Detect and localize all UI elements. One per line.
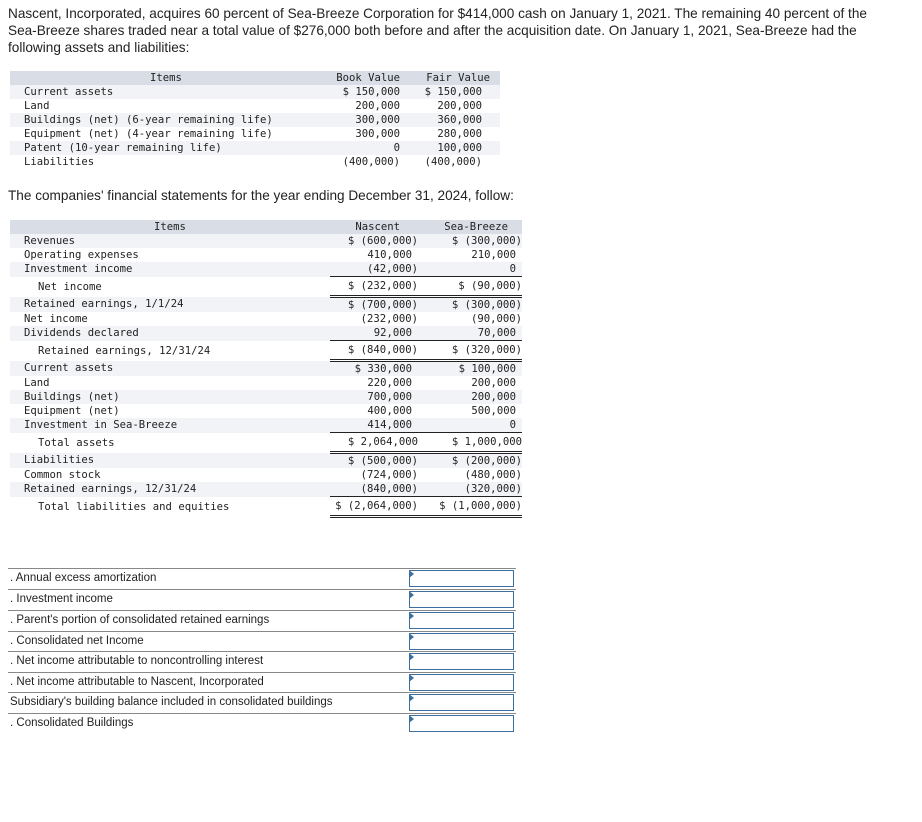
table2-seabreeze: 210,000 xyxy=(471,249,516,261)
table2-nascent: $ (700,000) xyxy=(330,297,418,313)
table2-nascent: 410,000 xyxy=(367,249,412,261)
table-row xyxy=(10,113,500,127)
question-label: . Annual excess amortization xyxy=(10,572,157,584)
table2-item: Total assets xyxy=(38,436,115,449)
answer-input-annual-excess-amortization[interactable] xyxy=(409,570,514,587)
question-label: . Net income attributable to Nascent, Incorporated xyxy=(10,676,264,688)
table-row xyxy=(10,85,500,99)
question-label: . Investment income xyxy=(10,593,113,605)
question-row-nci-net-income xyxy=(8,651,516,672)
answer-input-consolidated-buildings[interactable] xyxy=(409,715,514,732)
table2-item: Revenues xyxy=(10,234,330,248)
question-row-investment-income xyxy=(8,589,516,610)
table2-seabreeze: (480,000) xyxy=(464,469,522,481)
table2-nascent: 700,000 xyxy=(330,390,418,404)
table1-fair: 100,000 xyxy=(400,141,500,155)
table-row xyxy=(10,155,500,169)
table1-book: (400,000) xyxy=(342,156,400,168)
table2-nascent: (724,000) xyxy=(360,469,418,481)
table-row xyxy=(10,376,522,390)
table2-nascent: 92,000 xyxy=(330,326,418,341)
table2-item: Retained earnings, 12/31/24 xyxy=(10,482,330,497)
answer-input-subsidiary-buildings[interactable] xyxy=(409,694,514,711)
table1-book: 300,000 xyxy=(355,128,400,140)
table2-item: Retained earnings, 1/1/24 xyxy=(10,297,330,313)
table-row xyxy=(10,404,522,418)
table2-seabreeze: $ (1,000,000) xyxy=(418,497,522,517)
table2-nascent: $ (2,064,000) xyxy=(330,497,418,517)
table-row xyxy=(10,361,522,377)
table2-item: Common stock xyxy=(24,469,101,481)
table2-nascent: 220,000 xyxy=(367,377,412,389)
answer-input-investment-income[interactable] xyxy=(409,591,514,608)
question-label: . Parent's portion of consolidated retained earnings xyxy=(10,614,270,626)
table2-item: Dividends declared xyxy=(10,326,330,341)
table-row xyxy=(10,127,500,141)
table-row xyxy=(10,234,522,248)
table-row xyxy=(10,99,500,113)
question-row-consolidated-net-income xyxy=(8,631,516,652)
table-row xyxy=(10,262,522,277)
table2-nascent: $ (232,000) xyxy=(330,277,418,297)
table2-item: Buildings (net) xyxy=(10,390,330,404)
table2-nascent: (840,000) xyxy=(330,482,418,497)
table2-seabreeze: $ (320,000) xyxy=(418,341,522,361)
table2-seabreeze: 200,000 xyxy=(418,390,522,404)
answer-input-parent-retained-earnings[interactable] xyxy=(409,612,514,629)
table1-book: $ 150,000 xyxy=(322,85,400,99)
table1-header-items: Items xyxy=(10,71,322,85)
table-row xyxy=(10,277,522,297)
table2-nascent: 400,000 xyxy=(367,405,412,417)
table2-item: Operating expenses xyxy=(24,249,139,261)
question-row-nascent-net-income xyxy=(8,672,516,693)
table2-item: Current assets xyxy=(10,361,330,377)
table2-nascent: $ (840,000) xyxy=(330,341,418,361)
table-row xyxy=(10,248,522,262)
financial-statements-table xyxy=(10,220,522,518)
table2-seabreeze: (90,000) xyxy=(470,313,522,325)
table2-item: Equipment (net) xyxy=(24,405,120,417)
table1-header-book: Book Value xyxy=(322,71,400,85)
acquisition-date-table xyxy=(10,71,500,169)
table2-header-nascent: Nascent xyxy=(330,220,418,234)
answer-input-consolidated-net-income[interactable] xyxy=(409,633,514,650)
table-row xyxy=(10,312,522,326)
table-row xyxy=(10,326,522,341)
question-label: . Net income attributable to noncontrolling interest xyxy=(10,655,264,667)
table1-book: 0 xyxy=(322,141,400,155)
question-row-consolidated-buildings xyxy=(8,713,516,734)
table-row xyxy=(10,141,500,155)
table2-header-seabreeze: Sea-Breeze xyxy=(418,220,522,234)
table-row xyxy=(10,433,522,453)
table-row xyxy=(10,341,522,361)
table2-seabreeze: $ 1,000,000 xyxy=(418,433,522,453)
table1-item: Patent (10-year remaining life) xyxy=(10,141,322,155)
table2-item: Net income xyxy=(24,313,88,325)
question-label: Subsidiary's building balance included in consolidated buildings xyxy=(10,696,333,708)
table2-nascent: (42,000) xyxy=(330,262,418,277)
table1-fair: 280,000 xyxy=(437,128,482,140)
table1-header-fair: Fair Value xyxy=(400,71,500,85)
table2-nascent: 414,000 xyxy=(330,418,418,433)
table2-nascent: $ 2,064,000 xyxy=(330,433,418,453)
table2-seabreeze: 0 xyxy=(418,262,522,277)
table2-nascent: (232,000) xyxy=(360,313,418,325)
table2-item: Investment in Sea-Breeze xyxy=(10,418,330,433)
table2-item: Land xyxy=(24,377,50,389)
table1-fair: $ 150,000 xyxy=(400,85,500,99)
table1-item: Land xyxy=(24,100,50,112)
answer-input-nci-net-income[interactable] xyxy=(409,653,514,670)
table1-item: Liabilities xyxy=(24,156,95,168)
table1-fair: 200,000 xyxy=(437,100,482,112)
table1-fair: (400,000) xyxy=(424,156,482,168)
table2-seabreeze: 0 xyxy=(418,418,522,433)
table1-item: Equipment (net) (4-year remaining life) xyxy=(24,128,273,140)
table2-seabreeze: 500,000 xyxy=(471,405,516,417)
table2-item: Total liabilities and equities xyxy=(38,500,230,513)
table1-header-row xyxy=(10,71,500,85)
table1-book: 300,000 xyxy=(322,113,400,127)
table-row xyxy=(10,390,522,404)
question-row-annual-excess-amortization xyxy=(8,568,516,589)
table2-item: Net income xyxy=(38,280,102,293)
table1-item: Current assets xyxy=(10,85,322,99)
table-row xyxy=(10,468,522,482)
question-label: . Consolidated net Income xyxy=(10,635,144,647)
table2-item: Liabilities xyxy=(10,453,330,469)
table2-seabreeze: 200,000 xyxy=(471,377,516,389)
table2-seabreeze: $ (200,000) xyxy=(418,453,522,469)
intro-paragraph: Nascent, Incorporated, acquires 60 percent of Sea-Breeze Corporation for $414,000 cash on January 1, 2021. The remaining 40 percent of the Sea-Breeze shares traded near a total value of $276,000 both before and after the acquisition date. On January 1, 2021, Sea-Breeze had the following assets and liabilities: xyxy=(8,6,867,55)
table-row xyxy=(10,497,522,517)
statements-intro: The companies' financial statements for the year ending December 31, 2024, follow: xyxy=(8,188,514,203)
table2-item: Retained earnings, 12/31/24 xyxy=(38,344,211,357)
table2-seabreeze: 70,000 xyxy=(418,326,522,341)
table1-book: 200,000 xyxy=(355,100,400,112)
table2-seabreeze: $ (300,000) xyxy=(418,234,522,248)
table2-seabreeze: $ 100,000 xyxy=(418,361,522,377)
table-row xyxy=(10,482,522,497)
table2-seabreeze: (320,000) xyxy=(418,482,522,497)
table2-header-row xyxy=(10,220,522,234)
table-row xyxy=(10,418,522,433)
table-row xyxy=(10,297,522,313)
table2-seabreeze: $ (300,000) xyxy=(418,297,522,313)
table1-fair: 360,000 xyxy=(400,113,500,127)
table2-item: Investment income xyxy=(10,262,330,277)
table1-item: Buildings (net) (6-year remaining life) xyxy=(10,113,322,127)
question-row-subsidiary-buildings xyxy=(8,692,516,713)
table2-nascent: $ (600,000) xyxy=(330,234,418,248)
table2-nascent: $ 330,000 xyxy=(330,361,418,377)
question-label: . Consolidated Buildings xyxy=(10,717,134,729)
answer-input-nascent-net-income[interactable] xyxy=(409,674,514,691)
table2-seabreeze: $ (90,000) xyxy=(418,277,522,297)
table-row xyxy=(10,453,522,469)
table2-header-items: Items xyxy=(10,220,330,234)
table2-nascent: $ (500,000) xyxy=(330,453,418,469)
question-row-parent-retained-earnings xyxy=(8,610,516,631)
